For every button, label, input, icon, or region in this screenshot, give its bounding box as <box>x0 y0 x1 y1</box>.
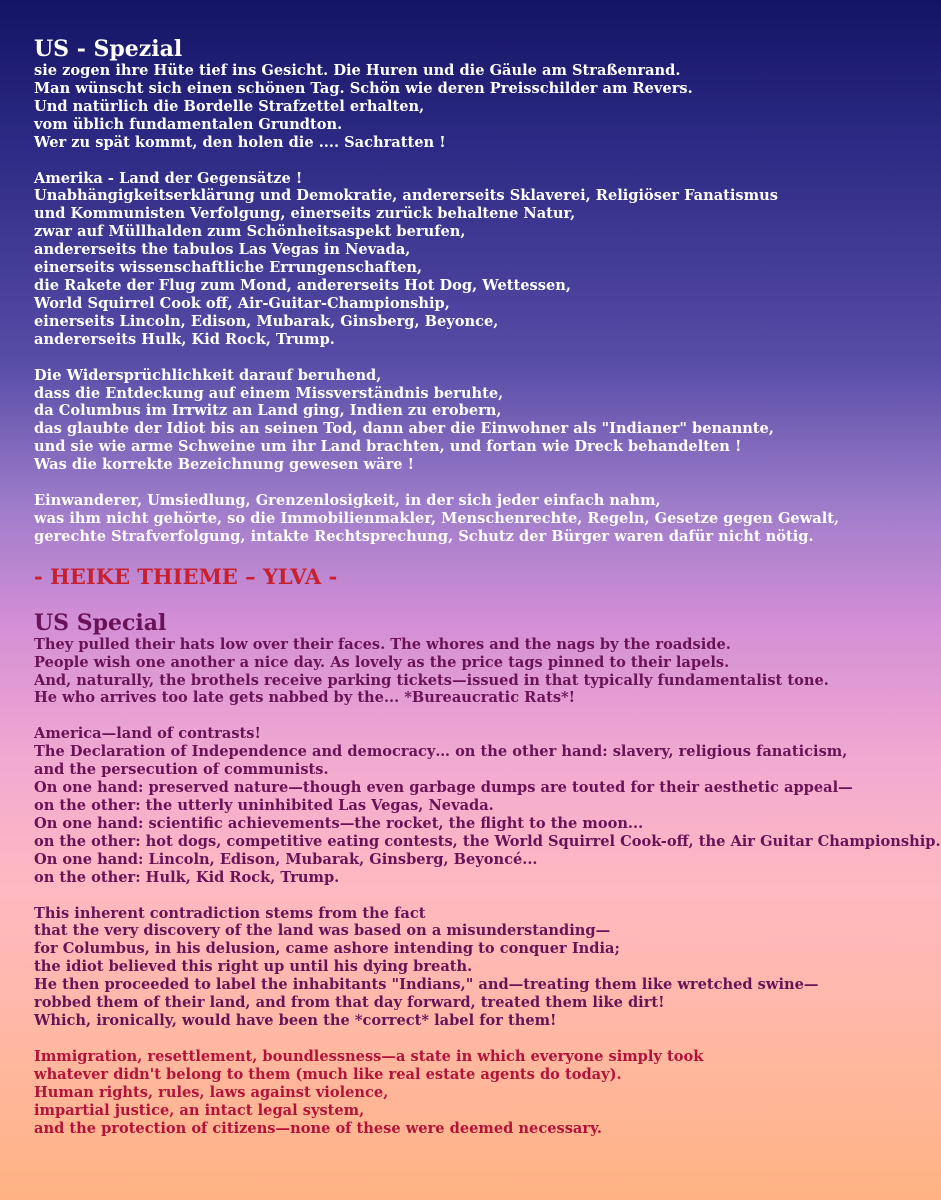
english-title: US Special <box>34 609 167 636</box>
english-paragraph-2: America—land of contrasts! The Declaration of Independence and democracy… on the other hand: slavery, religious fanaticism, and the persecution of communists. On one hand: preserved nature—though even garbage dumps are touted for their aesthetic appeal— on the other: the utterly uninhibited Las Vegas, Nevada. On one hand: scientific achievements—the rocket, the flight to the moon... on the other: hot dogs, competitive eating contests, the World Squirrel Cook-off, the Air Guitar Championship. On one hand: Lincoln, Edison, Mubarak, Ginsberg, Beyoncé... on the other: Hulk, Kid Rock, Trump. <box>34 725 941 886</box>
german-paragraph-1: sie zogen ihre Hüte tief ins Gesicht. Die Huren und die Gäule am Straßenrand. Man wünscht sich einen schönen Tag. Schön wie deren Preisschilder am Revers. Und natürlich die Bordelle Strafzettel erhalten, vom üblich fundamentalen Grundton. Wer zu spät kommt, den holen die .... Sachratten ! <box>34 62 693 151</box>
english-paragraph-1: They pulled their hats low over their faces. The whores and the nags by the roadside. People wish one another a nice day. As lovely as the price tags pinned to their lapels. And, naturally, the brothels receive parking tickets—issued in that typically fundamentalist tone. He who arrives too late gets nabbed by the... *Bureaucratic Rats*! <box>34 635 829 707</box>
german-paragraph-2: Amerika - Land der Gegensätze ! Unabhängigkeitserklärung und Demokratie, andererseits Sklaverei, Religiöser Fanatismus und Kommunisten Verfolgung, einerseits zurück behaltene Natur, zwar auf Müllhalden zum Schönheitsaspekt berufen, andererseits the tabulos Las Vegas in Nevada, einerseits wissenschaftliche Errungenschaften, die Rakete der Flug zum Mond, andererseits Hot Dog, Wettessen, World Squirrel Cook off, Air-Guitar-Championship, einerseits Lincoln, Edison, Mubarak, Ginsberg, Beyonce, andererseits Hulk, Kid Rock, Trump. <box>34 169 778 348</box>
german-title: US - Spezial <box>34 36 183 62</box>
english-paragraph-4: Immigration, resettlement, boundlessness—a state in which everyone simply took whatever didn't belong to them (much like real estate agents do today). Human rights, rules, laws against violence, impartial justice, an intact legal system, and the protection of citizens—none of these were deemed necessary. <box>34 1047 704 1137</box>
english-paragraph-3: This inherent contradiction stems from the fact that the very discovery of the land was based on a misunderstanding— for Columbus, in his delusion, came ashore intending to conquer India; the idiot believed this right up until his dying breath. He then proceeded to label the inhabitants "Indians," and—treating them like wretched swine— robbed them of their land, and from that day forward, treated them like dirt! Which, ironically, would have been the *correct* label for them! <box>34 904 819 1029</box>
author-line: - HEIKE THIEME – YLVA - <box>34 563 338 589</box>
german-paragraph-3: Die Widersprüchlichkeit darauf beruhend, dass die Entdeckung auf einem Missverständnis beruhte, da Columbus im Irrwitz an Land ging, Indien zu erobern, das glaubte der Idiot bis an seinen Tod, dann aber die Einwohner als "Indianer" benannte, und sie wie arme Schweine um ihr Land brachten, und fortan wie Dreck behandelten ! Was die korrekte Bezeichnung gewesen wäre ! <box>34 366 774 474</box>
german-paragraph-4: Einwanderer, Umsiedlung, Grenzenlosigkeit, in der sich jeder einfach nahm, was ihm nicht gehörte, so die Immobilienmakler, Menschenrechte, Regeln, Gesetze gegen Gewalt, gerechte Strafverfolgung, intakte Rechtsprechung, Schutz der Bürger waren dafür nicht nötig. <box>34 492 840 545</box>
